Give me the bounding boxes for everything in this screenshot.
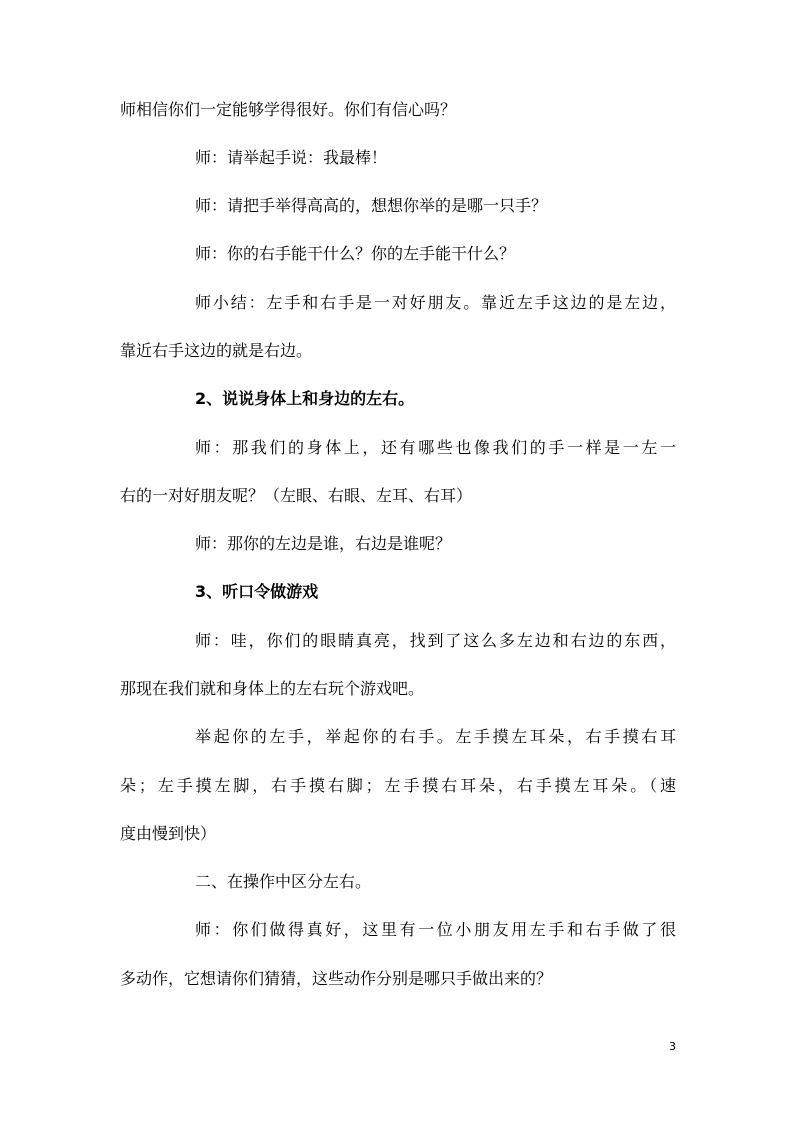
text-line: 靠近右手这边的就是右边。 (120, 341, 313, 360)
text-line: 多动作，它想请你们猜猜，这些动作分别是哪只手做出来的？ (120, 969, 553, 988)
text-line: 师小结：左手和右手是一对好朋友。靠近左手这边的是左边， (195, 293, 676, 312)
text-line: 师：那我们的身体上，还有哪些也像我们的手一样是一左一 (195, 438, 676, 457)
text-line: 师：那你的左边是谁，右边是谁呢？ (195, 534, 452, 553)
text-line: 右的一对好朋友呢？（左眼、右眼、左耳、右耳） (120, 486, 473, 505)
text-line: 度由慢到快） (120, 824, 217, 843)
section-heading: 2、说说身体上和身边的左右。 (195, 389, 415, 408)
text-line: 举起你的左手，举起你的右手。左手摸左耳朵，右手摸右耳 (195, 727, 676, 746)
text-line: 师相信你们一定能够学得很好。你们有信心吗？ (120, 100, 457, 119)
page-number: 3 (669, 1040, 676, 1053)
text-line: 那现在我们就和身体上的左右玩个游戏吧。 (120, 679, 425, 698)
section-heading: 二、在操作中区分左右。 (195, 872, 372, 891)
text-line: 师：你的右手能干什么？你的左手能干什么？ (195, 244, 516, 263)
text-line: 师：哇，你们的眼睛真亮，找到了这么多左边和右边的东西， (195, 631, 676, 650)
text-line: 师：请举起手说：我最棒！ (195, 148, 388, 167)
text-line: 朵；左手摸左脚，右手摸右脚；左手摸右耳朵，右手摸左耳朵。（速 (120, 776, 676, 795)
text-line: 师：请把手举得高高的，想想你举的是哪一只手？ (195, 196, 548, 215)
text-line: 师：你们做得真好，这里有一位小朋友用左手和右手做了很 (195, 920, 676, 939)
section-heading: 3、听口令做游戏 (195, 582, 319, 601)
